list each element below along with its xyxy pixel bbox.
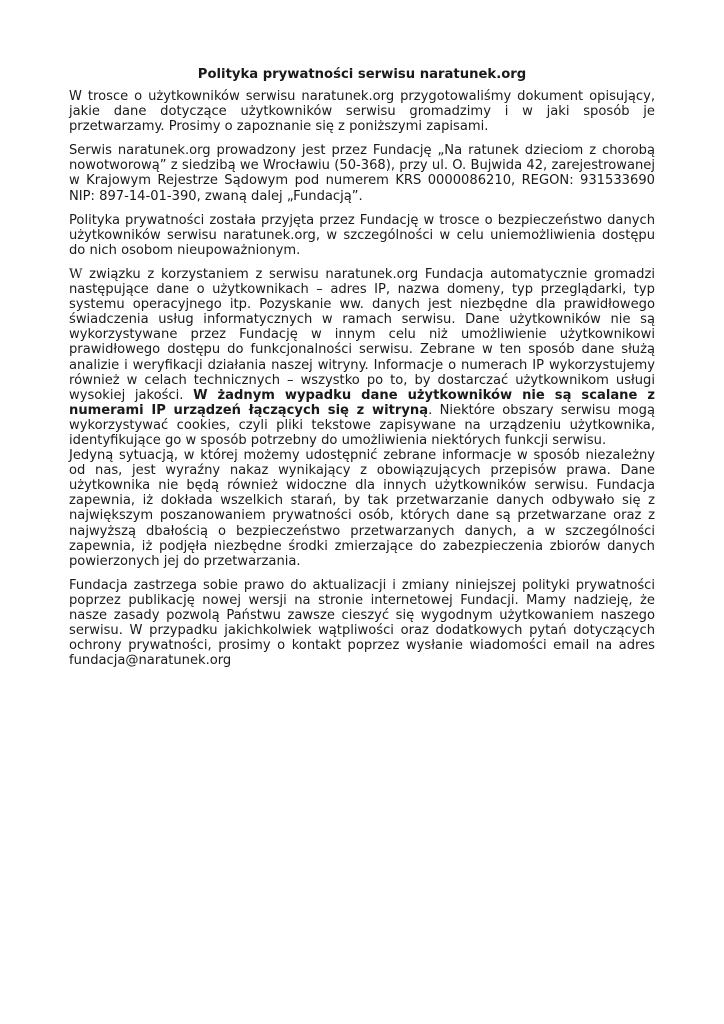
- paragraph-initial-letter: W: [69, 266, 83, 282]
- policy-purpose-paragraph: Polityka prywatności została przyjęta przez Fundację w trosce o bezpieczeństwo danych użytkowników serwisu naratunek.org, w szczególności w celu uniemożliwienia dostępu do nich osobom nieupoważnionym.: [69, 212, 655, 258]
- intro-paragraph: W trosce o użytkowników serwisu naratunek.org przygotowaliśmy dokument opisujący, jakie dane dotyczące użytkowników serwisu gromadzimy i w jaki sposób je przetwarzamy. Prosimy o zapoznanie się z poniższymi zapisami.: [69, 89, 655, 135]
- disclosure-text: Jedyną sytuacją, w której możemy udostępnić zebrane informacje w sposób niezależny od nas, jest wyraźny nakaz wynikający z obowiązujących przepisów prawa. Dane użytkownika nie będą również widoczne dla innych użytkowników serwisu. Fundacja zapewnia, iż dokłada wszelkich starań, by tak przetwarzanie danych odbywało się z największym poszanowaniem prywatności osób, których dane są przetwarzane oraz z najwyższą dbałością o bezpieczeństwo przetwarzanych danych, a w szczególności zapewnia, iż podjęła niezbędne środki zmierzające do zabezpieczenia zbiorów danych powierzonych jej do przetwarzania.: [69, 448, 655, 569]
- foundation-info-paragraph: Serwis naratunek.org prowadzony jest przez Fundację „Na ratunek dzieciom z chorobą nowotworową” z siedzibą we Wrocławiu (50-368), przy ul. O. Bujwida 42, zarejestrowanej w Krajowym Rejestrze Sądowym pod numerem KRS 0000086210, REGON: 931533690 NIP: 897-14-01-390, zwaną dalej „Fundacją”.: [69, 143, 655, 204]
- privacy-policy-document: [69, 67, 655, 677]
- data-collection-paragraph: [69, 267, 655, 569]
- ip-notice-bold-text: W żadnym wypadku dane użytkowników nie są scalane z numerami IP urządzeń łączących się z witryną: [69, 387, 655, 418]
- cookies-text: . Niektóre obszary serwisu mogą wykorzystywać cookies, czyli pliki tekstowe zapisywane na urządzeniu użytkownika, identyfikujące go w sposób potrzebny do umożliwienia niektórych funkcji serwisu.: [69, 402, 655, 448]
- document-title: Polityka prywatności serwisu naratunek.org: [197, 67, 527, 82]
- data-collection-text: związku z korzystaniem z serwisu naratunek.org Fundacja automatycznie gromadzi następujące dane o użytkownikach – adres IP, nazwa domeny, typ przeglądarki, typ systemu operacyjnego itp. Pozyskanie ww. danych jest niezbędne dla prawidłowego świadczenia usług informatycznych w ramach serwisu. Dane użytkowników nie są wykorzystywane przez Fundację w innym celu niż umożliwienie użytkownikowi prawidłowego dostępu do funkcjonalności serwisu. Zebrane w ten sposób dane służą analizie i weryfikacji działania naszej witryny. Informacje o numerach IP wykorzystujemy również w celach technicznych – wszystko po to, by dostarczać użytkownikom usługi wysokiej jakości.: [69, 266, 655, 403]
- updates-contact-paragraph: Fundacja zastrzega sobie prawo do aktualizacji i zmiany niniejszej polityki prywatności poprzez publikację nowej wersji na stronie internetowej Fundacji. Mamy nadzieję, że nasze zasady pozwolą Państwu zawsze cieszyć się wygodnym użytkowaniem naszego serwisu. W przypadku jakichkolwiek wątpliwości oraz dodatkowych pytań dotyczących ochrony prywatności, prosimy o kontakt poprzez wysłanie wiadomości email na adres fundacja@naratunek.org: [69, 577, 655, 669]
